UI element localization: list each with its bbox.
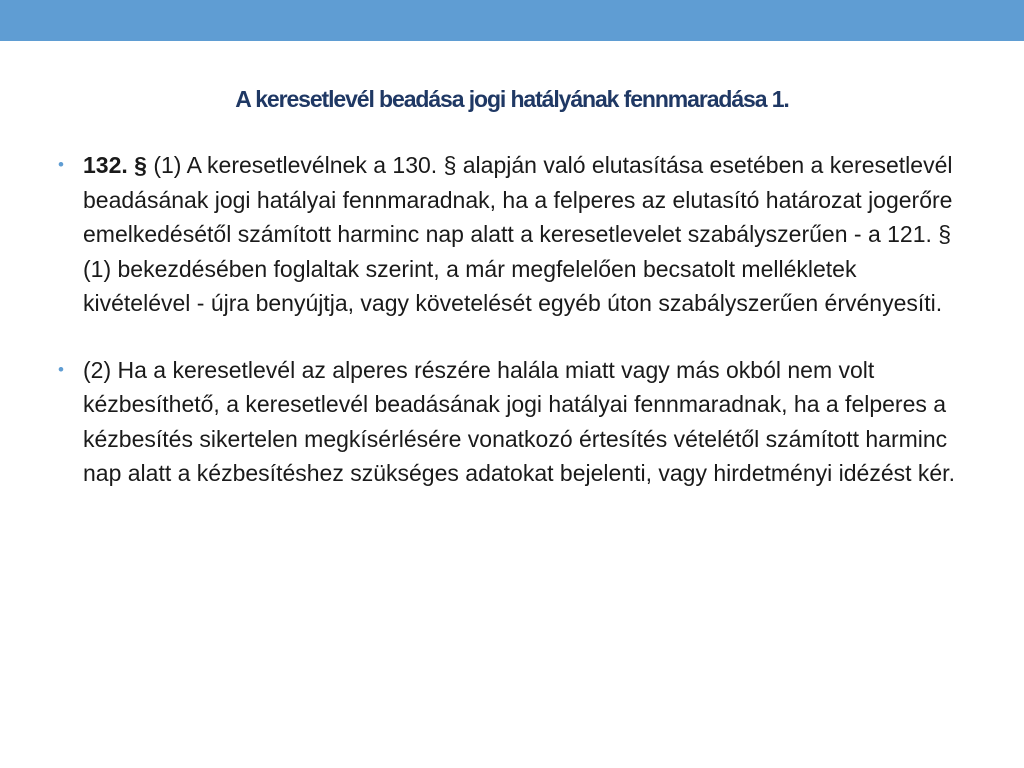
- bullet-list: [58, 148, 968, 491]
- bullet-dot-icon: •: [58, 359, 64, 379]
- slide-title: A keresetlevél beadása jogi hatályának fennmaradása 1.: [235, 86, 789, 112]
- top-accent-bar: [0, 0, 1024, 41]
- paragraph-text: (1) A keresetlevélnek a 130. § alapján való elutasítása esetében a keresetlevél beadásának jogi hatályai fennmaradnak, ha a felperes az elutasító határozat jogerőre emelkedésétől számított harminc nap alatt a keresetlevelet szabályszerűen - a 121. § (1) bekezdésében foglaltak szerint, a már megfelelően becsatolt mellékletek kivételével - újra benyújtja, vagy követelését egyéb úton szabályszerűen érvényesíti.: [83, 152, 953, 316]
- bullet-item-paragraph-1: [58, 148, 968, 321]
- bullet-item-paragraph-2: [58, 353, 968, 491]
- paragraph-text: (2) Ha a keresetlevél az alperes részére halála miatt vagy más okból nem volt kézbesíthető, a keresetlevél beadásának jogi hatályai fennmaradnak, ha a felperes a kézbesítés sikertelen megkísérlésére vonatkozó értesítés vételétől számított harminc nap alatt a kézbesítéshez szükséges adatokat bejelenti, vagy hirdetményi idézést kér.: [83, 356, 955, 486]
- section-number: 132. §: [83, 152, 147, 178]
- bullet-dot-icon: •: [58, 155, 64, 174]
